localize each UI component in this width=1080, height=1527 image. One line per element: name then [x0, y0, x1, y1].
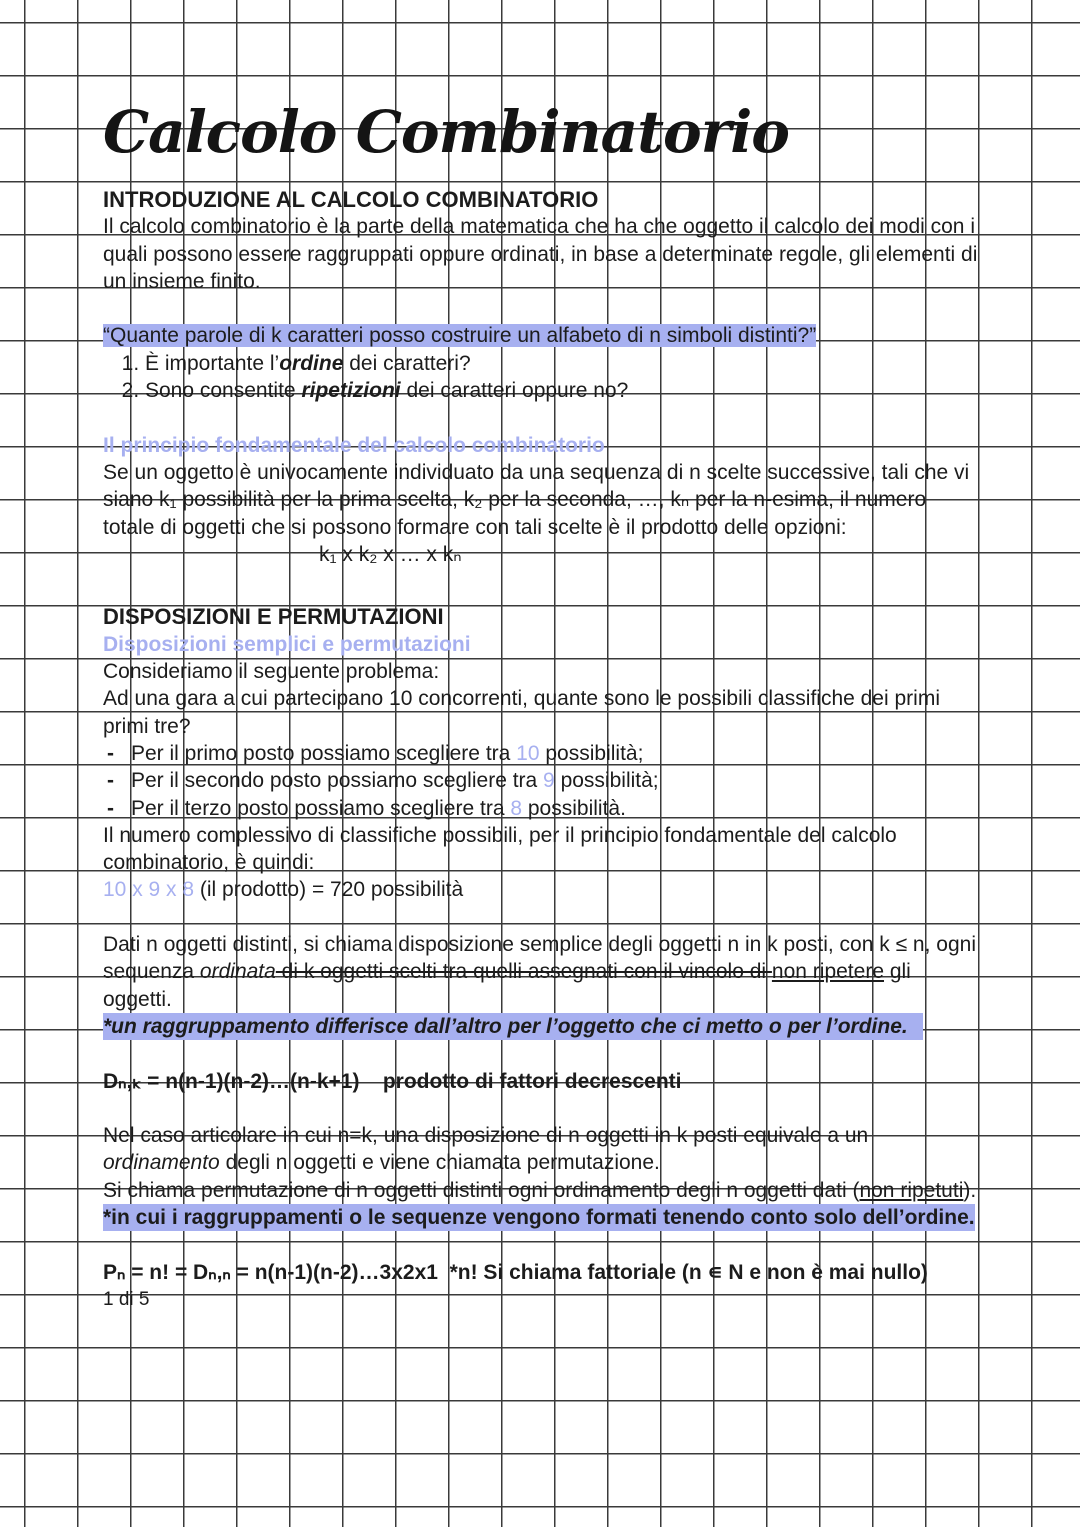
question-item-repetition: 2. Sono consentite ripetizioni dei caratteri oppure no?	[145, 377, 983, 404]
principle-text: Se un oggetto è univocamente individuato da una sequenza di n scelte successive, tali che vi siano k₁ possibilità per la prima scelta, k₂ per la seconda, …, kₙ per la n-esima, il numero totale di oggetti che si possono formare con tali scelte è il prodotto delle opzioni:	[103, 460, 970, 539]
page-number: 1 di 5	[103, 1288, 150, 1310]
step-item-first: - Per il primo posto possiamo scegliere tra 10 possibilità;	[131, 740, 983, 767]
problem-intro: Consideriamo il seguente problema:	[103, 660, 440, 684]
permutation-definition: Si chiama permutazione di n oggetti distinti ogni ordinamento degli n oggetti dati (non ripetuti).	[103, 1178, 977, 1202]
step-item-second: - Per il secondo posto possiamo scegliere tra 9 possibilità;	[131, 767, 983, 794]
problem-text: Ad una gara a cui partecipano 10 concorrenti, quante sono le possibili classifiche dei primi primi tre?	[103, 687, 940, 738]
highlight-note-2: *in cui i raggruppamenti o le sequenze vengono formati tenendo conto solo dell’ordine.	[103, 1204, 983, 1231]
highlight-note-1: *un raggruppamento differisce dall’altro per l’oggetto che ci metto o per l’ordine.	[103, 1013, 983, 1040]
principle-formula: k₁ x k₂ x … x kₙ	[319, 542, 462, 566]
question-list	[103, 350, 983, 405]
permutation-text: Nel caso articolare in cui n=k, una disposizione di n oggetti in k posti equivale a un ordinamento degli n oggetti e viene chiamata permutazione.	[103, 1124, 869, 1175]
question-item-order: 1. È importante l’ordine dei caratteri?	[145, 350, 983, 377]
step-item-third: - Per il terzo posto possiamo scegliere tra 8 possibilità.	[131, 795, 983, 822]
formula-permutations: Pₙ = n! = Dₙ,ₙ = n(n-1)(n-2)…3x2x1 *n! Si chiama fattoriale (n ∊ N e non è mai nullo)	[103, 1260, 928, 1284]
intro-text: Il calcolo combinatorio è la parte della matematica che ha che oggetto il calcolo dei modi con i quali possono essere raggruppati oppure ordinati, in base a determinate regole, gli elementi di un insieme finito.	[103, 215, 978, 293]
intro-heading: INTRODUZIONE AL CALCOLO COMBINATORIO	[103, 187, 599, 212]
calculation: 10 x 9 x 8 (il prodotto) = 720 possibilità	[103, 878, 464, 902]
steps-list	[103, 740, 983, 822]
intro-question: “Quante parole di k caratteri posso costruire un alfabeto di n simboli distinti?”	[103, 324, 817, 348]
total-text: Il numero complessivo di classifiche possibili, per il principio fondamentale del calcolo combinatorio, è quindi:	[103, 823, 897, 875]
principle-heading: Il principio fondamentale del calcolo combinatorio	[103, 433, 605, 457]
formula-dispositions: Dₙ,ₖ = n(n-1)(n-2)…(n-k+1) prodotto di fattori decrescenti	[103, 1069, 682, 1093]
dispositions-subheading: Disposizioni semplici e permutazioni	[103, 632, 471, 656]
dispositions-heading: DISPOSIZIONI E PERMUTAZIONI	[103, 604, 444, 630]
document-body	[103, 186, 983, 1313]
disposition-definition: Dati n oggetti distinti, si chiama disposizione semplice degli oggetti n in k posti, con k ≤ n, ogni sequenza ordinata di k oggetti scelti tra quelli assegnati con il vincolo di non ripetere gli oggetti.	[103, 933, 976, 1011]
page-title: Calcolo Combinatorio	[103, 98, 789, 166]
